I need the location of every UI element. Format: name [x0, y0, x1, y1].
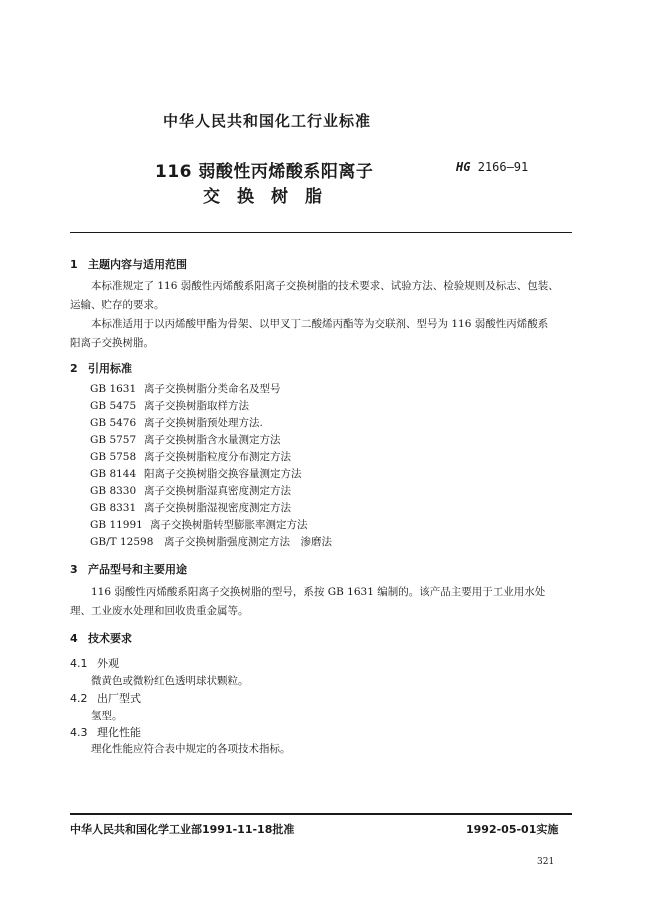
reference-title: 离子交换树脂取样方法 — [144, 400, 249, 412]
reference-code: GB 5758 — [90, 451, 137, 463]
reference-code: GB 8144 — [90, 468, 137, 480]
reference-item — [90, 381, 281, 396]
section-1-paragraph-1-line-2: 运输、贮存的要求。 — [70, 299, 165, 311]
reference-title: 离子交换树脂粒度分布测定方法 — [144, 451, 291, 463]
section-4-title: 技术要求 — [88, 632, 132, 645]
footer-divider — [70, 813, 572, 815]
section-3-paragraph-line-2: 理、工业废水处理和回收贵重金属等。 — [70, 605, 249, 617]
section-3-title: 产品型号和主要用途 — [88, 563, 187, 576]
reference-code: GB 5757 — [90, 434, 137, 446]
reference-code: GB 11991 — [90, 519, 143, 531]
reference-code: GB/T 12598 — [90, 536, 154, 548]
reference-code: GB 8331 — [90, 502, 137, 514]
section-1-paragraph-2-line-1: 本标准适用于以丙烯酸甲酯为骨架、以甲叉丁二酸烯丙酯等为交联剂、型号为 116 弱酸性丙烯酸系 — [91, 318, 549, 330]
section-1-heading — [70, 256, 187, 272]
standard-title-line2: 交换树脂 — [203, 187, 339, 207]
header-divider — [70, 232, 572, 233]
section-1-number: 1 — [70, 258, 78, 271]
subsection-4-2-heading — [70, 690, 141, 706]
reference-item — [90, 500, 291, 515]
reference-code: GB 1631 — [90, 383, 137, 395]
section-2-number: 2 — [70, 362, 78, 375]
section-1-paragraph-2-line-2: 阳离子交换树脂。 — [70, 337, 154, 349]
subsection-4-3-heading — [70, 724, 141, 740]
implementation-date: 1992-05-01实施 — [466, 823, 559, 836]
subsection-4-1-heading — [70, 655, 119, 671]
subsection-4-2-text: 氢型。 — [91, 710, 123, 722]
reference-title: 离子交换树脂预处理方法. — [144, 417, 263, 429]
reference-item — [90, 415, 263, 430]
subsection-number: 4.2 — [70, 692, 88, 705]
page-number: 321 — [537, 857, 555, 867]
reference-title: 离子交换树脂分类命名及型号 — [144, 383, 281, 395]
reference-title: 离子交换树脂强度测定方法 渗磨法 — [164, 536, 332, 548]
reference-code: GB 5476 — [90, 417, 137, 429]
standard-code-prefix: HG — [456, 160, 471, 174]
reference-item — [90, 432, 281, 447]
reference-code: GB 8330 — [90, 485, 137, 497]
standard-code — [456, 160, 528, 174]
reference-code: GB 5475 — [90, 400, 137, 412]
reference-title: 离子交换树脂含水量测定方法 — [144, 434, 281, 446]
section-4-number: 4 — [70, 632, 78, 645]
reference-title: 阳离子交换树脂交换容量测定方法 — [144, 468, 302, 480]
subsection-4-1-text: 微黄色或微粉红色透明球状颗粒。 — [91, 675, 249, 687]
reference-title: 离子交换树脂湿视密度测定方法 — [144, 502, 291, 514]
reference-title: 离子交换树脂湿真密度测定方法 — [144, 485, 291, 497]
subsection-title: 外观 — [97, 657, 119, 670]
subsection-number: 4.1 — [70, 657, 88, 670]
standard-title-line1: 116 弱酸性丙烯酸系阳离子 — [155, 162, 374, 182]
section-3-paragraph-line-1: 116 弱酸性丙烯酸系阳离子交换树脂的型号，系按 GB 1631 编制的。该产品主要用于工业用水处 — [91, 586, 546, 598]
reference-item — [90, 466, 302, 481]
section-4-heading — [70, 630, 132, 646]
reference-item — [90, 449, 291, 464]
section-3-heading — [70, 561, 187, 577]
industry-standard-heading: 中华人民共和国化工行业标准 — [163, 112, 372, 130]
section-2-title: 引用标准 — [88, 362, 132, 375]
standard-code-number: 2166—91 — [477, 160, 529, 174]
section-3-number: 3 — [70, 563, 78, 576]
reference-item — [90, 517, 308, 532]
reference-item — [90, 398, 249, 413]
reference-item — [90, 534, 332, 549]
subsection-title: 出厂型式 — [97, 692, 141, 705]
subsection-title: 理化性能 — [97, 726, 141, 739]
reference-title: 离子交换树脂转型膨胀率测定方法 — [150, 519, 308, 531]
section-1-paragraph-1-line-1: 本标准规定了 116 弱酸性丙烯酸系阳离子交换树脂的技术要求、试验方法、检验规则及标志、包装、 — [91, 280, 559, 292]
subsection-number: 4.3 — [70, 726, 88, 739]
subsection-4-3-text: 理化性能应符合表中规定的各项技术指标。 — [91, 743, 291, 755]
section-1-title: 主题内容与适用范围 — [88, 258, 187, 271]
reference-item — [90, 483, 291, 498]
section-2-heading — [70, 360, 132, 376]
approval-statement: 中华人民共和国化学工业部1991-11-18批准 — [70, 823, 295, 836]
